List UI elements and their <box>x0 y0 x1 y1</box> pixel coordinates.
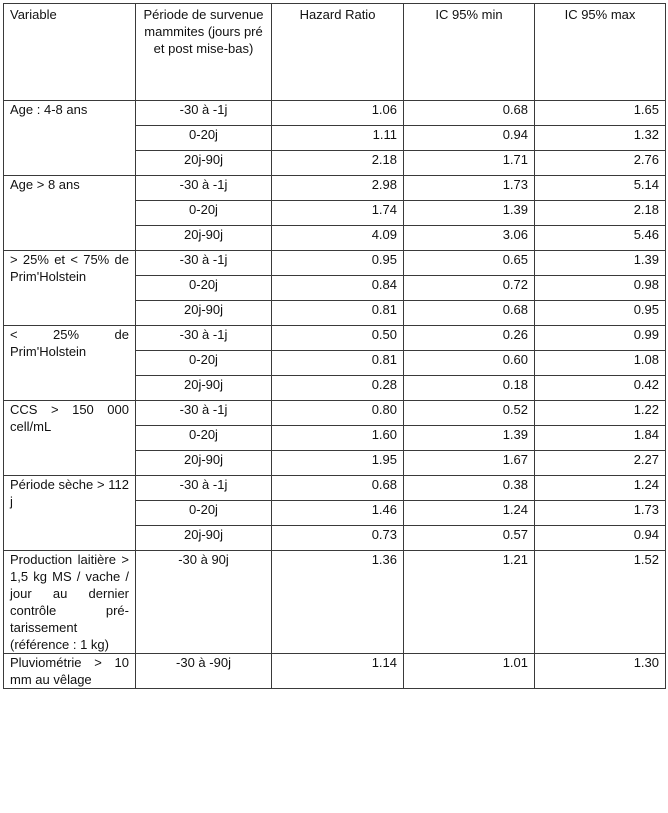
variable-cell: < 25% de Prim'Holstein <box>4 326 136 401</box>
hazard-ratio-cell: 0.50 <box>272 326 404 351</box>
ic-max-cell: 5.46 <box>535 226 666 251</box>
ic-max-cell: 1.32 <box>535 126 666 151</box>
periode-cell: 0-20j <box>136 201 272 226</box>
ic-max-cell: 1.22 <box>535 401 666 426</box>
hazard-ratio-cell: 0.81 <box>272 301 404 326</box>
table-row <box>4 251 666 276</box>
variable-cell: > 25% et < 75% de Prim'Holstein <box>4 251 136 326</box>
periode-cell: 20j-90j <box>136 376 272 401</box>
ic-min-cell: 1.73 <box>404 176 535 201</box>
ic-max-cell: 5.14 <box>535 176 666 201</box>
periode-cell: -30 à -90j <box>136 654 272 689</box>
hazard-ratio-cell: 4.09 <box>272 226 404 251</box>
ic-max-cell: 1.08 <box>535 351 666 376</box>
ic-min-cell: 1.21 <box>404 551 535 654</box>
table-row <box>4 326 666 351</box>
hazard-ratio-cell: 1.60 <box>272 426 404 451</box>
ic-min-cell: 0.18 <box>404 376 535 401</box>
header-ic-max: IC 95% max <box>535 4 666 101</box>
ic-max-cell: 0.42 <box>535 376 666 401</box>
table-header <box>4 4 666 101</box>
hazard-ratio-cell: 1.14 <box>272 654 404 689</box>
ic-min-cell: 0.26 <box>404 326 535 351</box>
hazard-ratio-cell: 0.81 <box>272 351 404 376</box>
ic-max-cell: 0.98 <box>535 276 666 301</box>
ic-min-cell: 0.65 <box>404 251 535 276</box>
periode-cell: 0-20j <box>136 126 272 151</box>
table-row <box>4 401 666 426</box>
variable-cell: Age : 4-8 ans <box>4 101 136 176</box>
ic-max-cell: 1.39 <box>535 251 666 276</box>
ic-min-cell: 3.06 <box>404 226 535 251</box>
ic-max-cell: 0.94 <box>535 526 666 551</box>
ic-max-cell: 2.27 <box>535 451 666 476</box>
periode-cell: 20j-90j <box>136 451 272 476</box>
ic-max-cell: 2.76 <box>535 151 666 176</box>
ic-min-cell: 0.68 <box>404 101 535 126</box>
ic-min-cell: 1.39 <box>404 201 535 226</box>
ic-min-cell: 0.52 <box>404 401 535 426</box>
ic-max-cell: 1.65 <box>535 101 666 126</box>
periode-cell: 20j-90j <box>136 301 272 326</box>
periode-cell: -30 à -1j <box>136 176 272 201</box>
variable-cell: CCS > 150 000 cell/mL <box>4 401 136 476</box>
hazard-ratio-cell: 0.80 <box>272 401 404 426</box>
ic-max-cell: 1.24 <box>535 476 666 501</box>
ic-min-cell: 1.39 <box>404 426 535 451</box>
hazard-ratio-cell: 1.46 <box>272 501 404 526</box>
ic-max-cell: 0.99 <box>535 326 666 351</box>
periode-cell: -30 à -1j <box>136 476 272 501</box>
variable-cell: Production laitière > 1,5 kg MS / vache / jour au dernier contrôle pré-tarissement (référence : 1 kg) <box>4 551 136 654</box>
ic-max-cell: 1.52 <box>535 551 666 654</box>
ic-min-cell: 0.60 <box>404 351 535 376</box>
variable-cell: Age > 8 ans <box>4 176 136 251</box>
hazard-ratio-table <box>3 3 666 689</box>
table-row <box>4 476 666 501</box>
ic-max-cell: 1.30 <box>535 654 666 689</box>
periode-cell: -30 à -1j <box>136 401 272 426</box>
hazard-ratio-cell: 0.84 <box>272 276 404 301</box>
ic-max-cell: 1.84 <box>535 426 666 451</box>
ic-min-cell: 1.71 <box>404 151 535 176</box>
hazard-ratio-cell: 1.06 <box>272 101 404 126</box>
periode-cell: 0-20j <box>136 276 272 301</box>
periode-cell: 0-20j <box>136 501 272 526</box>
header-variable: Variable <box>4 4 136 101</box>
hazard-ratio-cell: 2.98 <box>272 176 404 201</box>
hazard-ratio-cell: 1.36 <box>272 551 404 654</box>
periode-cell: -30 à 90j <box>136 551 272 654</box>
table-row <box>4 654 666 689</box>
periode-cell: 20j-90j <box>136 526 272 551</box>
header-ic-min: IC 95% min <box>404 4 535 101</box>
periode-cell: -30 à -1j <box>136 101 272 126</box>
hazard-ratio-cell: 1.74 <box>272 201 404 226</box>
ic-min-cell: 0.94 <box>404 126 535 151</box>
ic-max-cell: 2.18 <box>535 201 666 226</box>
header-hazard-ratio: Hazard Ratio <box>272 4 404 101</box>
hazard-ratio-cell: 1.95 <box>272 451 404 476</box>
table-row <box>4 176 666 201</box>
periode-cell: 20j-90j <box>136 151 272 176</box>
periode-cell: 20j-90j <box>136 226 272 251</box>
periode-cell: -30 à -1j <box>136 251 272 276</box>
ic-min-cell: 0.68 <box>404 301 535 326</box>
header-row <box>4 4 666 101</box>
ic-min-cell: 1.01 <box>404 654 535 689</box>
ic-min-cell: 1.24 <box>404 501 535 526</box>
ic-max-cell: 1.73 <box>535 501 666 526</box>
ic-min-cell: 1.67 <box>404 451 535 476</box>
hazard-ratio-cell: 0.68 <box>272 476 404 501</box>
hazard-ratio-cell: 0.95 <box>272 251 404 276</box>
header-periode: Période de survenue mammites (jours pré et post mise-bas) <box>136 4 272 101</box>
ic-min-cell: 0.38 <box>404 476 535 501</box>
variable-cell: Pluviométrie > 10 mm au vêlage <box>4 654 136 689</box>
periode-cell: -30 à -1j <box>136 326 272 351</box>
ic-max-cell: 0.95 <box>535 301 666 326</box>
variable-cell: Période sèche > 112 j <box>4 476 136 551</box>
hazard-ratio-cell: 0.73 <box>272 526 404 551</box>
periode-cell: 0-20j <box>136 426 272 451</box>
table-body <box>4 101 666 689</box>
periode-cell: 0-20j <box>136 351 272 376</box>
hazard-ratio-cell: 1.11 <box>272 126 404 151</box>
table-row <box>4 551 666 654</box>
ic-min-cell: 0.72 <box>404 276 535 301</box>
hazard-ratio-cell: 0.28 <box>272 376 404 401</box>
hazard-ratio-cell: 2.18 <box>272 151 404 176</box>
ic-min-cell: 0.57 <box>404 526 535 551</box>
table-row <box>4 101 666 126</box>
